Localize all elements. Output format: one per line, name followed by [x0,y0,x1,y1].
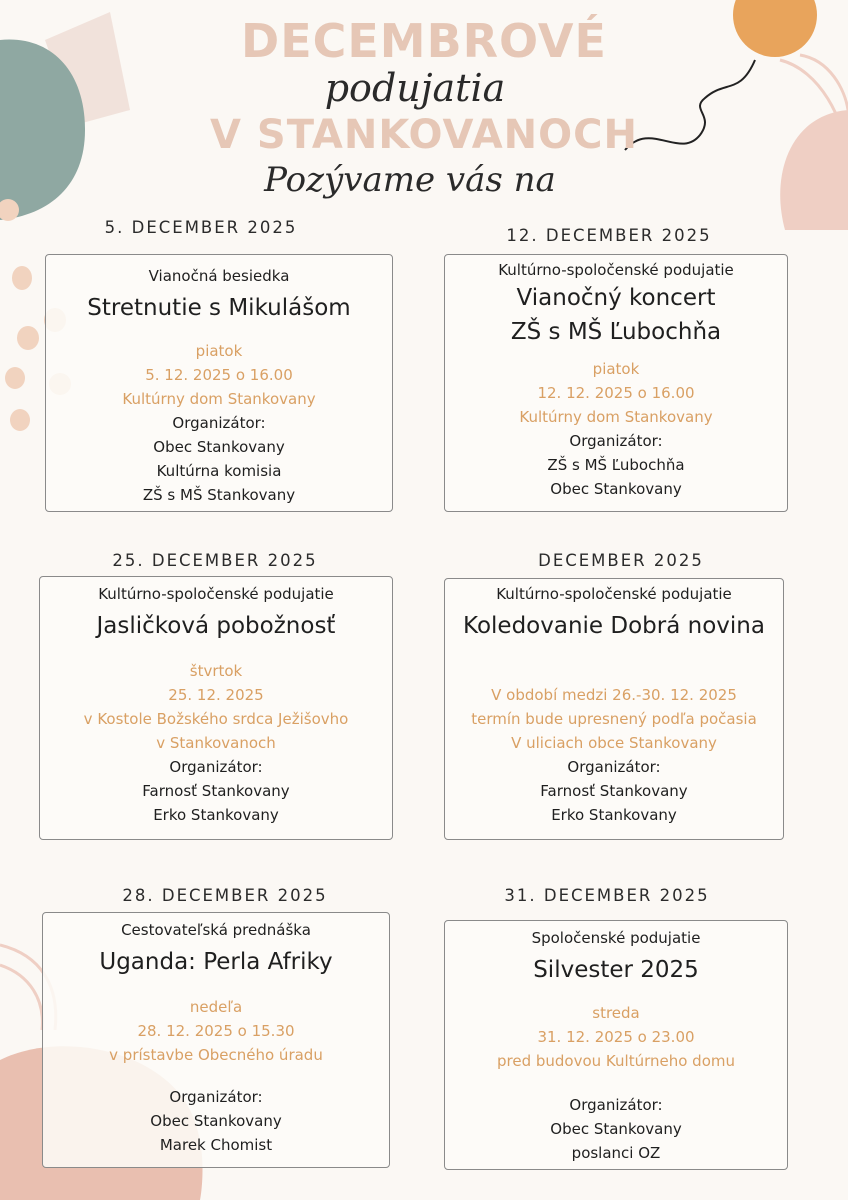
event-venue: v Kostole Božského srdca Ježišovho [83,710,349,728]
organizer-label: Organizátor: [169,758,263,776]
event-day: piatok [592,360,640,378]
event-title: Jasličková pobožnosť [96,613,336,639]
event-day: piatok [195,342,243,360]
event-card-jaslickova [39,576,393,840]
event-datetime: 31. 12. 2025 o 23.00 [537,1028,695,1046]
event-category: Kultúrno-spoločenské podujatie [498,261,734,279]
event-date-2: 12. DECEMBER 2025 [506,226,712,245]
event-card-uganda [42,912,390,1168]
event-category: Cestovateľská prednáška [121,921,311,939]
event-venue: pred budovou Kultúrneho domu [497,1052,735,1070]
organizer-name: ZŠ s MŠ Ľubochňa [547,456,685,474]
organizer-name: Erko Stankovany [551,806,677,824]
event-day: štvrtok [189,662,243,680]
event-datetime: 28. 12. 2025 o 15.30 [137,1022,295,1040]
event-datetime: 12. 12. 2025 o 16.00 [537,384,695,402]
event-venue-line2: v Stankovanoch [156,734,276,752]
organizer-name: ZŠ s MŠ Stankovany [142,486,296,504]
event-title: Stretnutie s Mikulášom [87,295,351,321]
event-venue: V uliciach obce Stankovany [511,734,717,752]
organizer-name: poslanci OZ [571,1144,661,1162]
organizer-name: Obec Stankovany [153,438,285,456]
event-day: streda [592,1004,640,1022]
organizer-name: Obec Stankovany [150,1112,282,1130]
organizer-label: Organizátor: [169,1088,263,1106]
event-category: Kultúrno-spoločenské podujatie [496,585,732,603]
event-card-mikulas [45,254,393,512]
organizer-name: Erko Stankovany [153,806,279,824]
event-category: Kultúrno-spoločenské podujatie [98,585,334,603]
organizer-name: Marek Chomist [159,1136,273,1154]
event-note: termín bude upresnený podľa počasia [471,710,757,728]
title-line1: DECEMBROVÉ [241,14,607,68]
event-venue: v prístavbe Obecného úradu [109,1046,323,1064]
event-card-silvester [444,920,788,1170]
organizer-name: Obec Stankovany [550,1120,682,1138]
organizer-label: Organizátor: [567,758,661,776]
organizer-name: Kultúrna komisia [156,462,282,480]
event-date-6: 31. DECEMBER 2025 [504,886,710,905]
event-title: Silvester 2025 [533,957,699,983]
event-venue: Kultúrny dom Stankovany [519,408,713,426]
title-script-invitation: Pozývame vás na [264,160,556,200]
title-line3: V STANKOVANOCH [210,112,638,158]
event-datetime: 25. 12. 2025 [168,686,264,704]
event-date-1: 5. DECEMBER 2025 [104,218,298,237]
event-day: nedeľa [189,998,243,1016]
organizer-label: Organizátor: [172,414,266,432]
event-category: Spoločenské podujatie [531,929,701,947]
organizer-name: Farnosť Stankovany [142,782,290,800]
event-title: Koledovanie Dobrá novina [463,613,765,639]
event-title: Uganda: Perla Afriky [99,949,333,975]
event-card-koncert [444,254,788,512]
title-script-podujatia: podujatia [324,66,506,110]
event-venue: Kultúrny dom Stankovany [122,390,316,408]
event-date-3: 25. DECEMBER 2025 [112,551,318,570]
event-date-4: DECEMBER 2025 [538,551,704,570]
event-category: Vianočná besiedka [148,267,290,285]
event-date-5: 28. DECEMBER 2025 [122,886,328,905]
event-card-koledovanie [444,578,784,840]
organizer-name: Farnosť Stankovany [540,782,688,800]
organizer-label: Organizátor: [569,432,663,450]
organizer-name: Obec Stankovany [550,480,682,498]
event-title-line2: ZŠ s MŠ Ľubochňa [510,319,722,345]
event-title: Vianočný koncert [516,285,716,311]
organizer-label: Organizátor: [569,1096,663,1114]
event-period: V období medzi 26.-30. 12. 2025 [491,686,737,704]
event-datetime: 5. 12. 2025 o 16.00 [145,366,293,384]
